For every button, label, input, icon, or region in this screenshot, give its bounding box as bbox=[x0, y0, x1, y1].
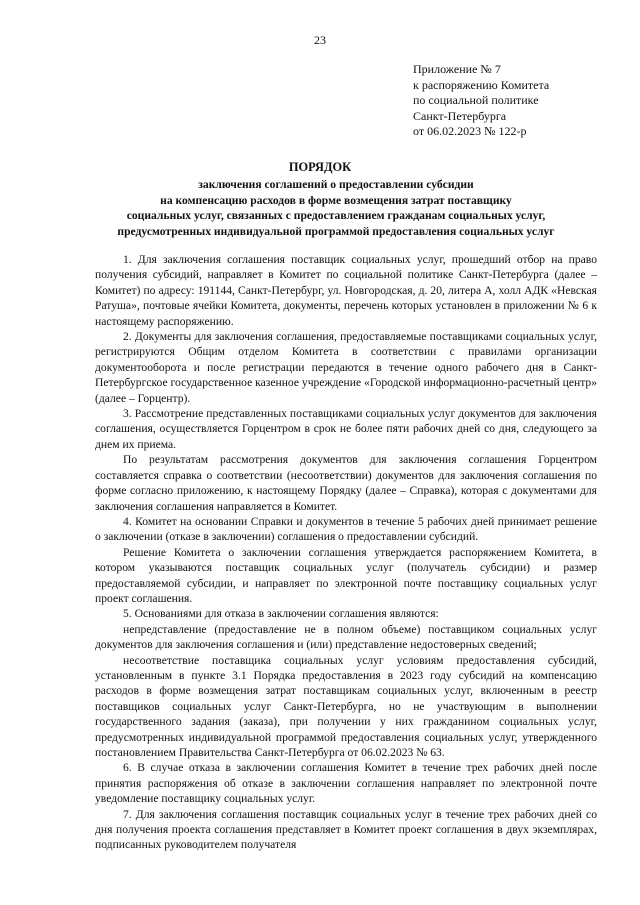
paragraph: непредставление (предоставление не в полном объеме) поставщиком социальных услуг документов для заключения соглашения и (или) представление недостоверных сведений; bbox=[95, 622, 597, 652]
appendix-line: от 06.02.2023 № 122-р bbox=[413, 124, 527, 139]
paragraph: По результатам рассмотрения документов для заключения соглашения Горцентром составляется справка о соответствии (несоответствии) документов для заключения соглашения по форме согласно приложению, к настоящему Порядку (далее – Справка), которая с документами для заключения соглашения направляется в Комитет. bbox=[95, 453, 597, 513]
appendix-line: Приложение № 7 bbox=[413, 62, 501, 76]
appendix-line: Санкт-Петербурга bbox=[413, 108, 507, 123]
paragraph: 1. Для заключения соглашения поставщик социальных услуг, прошедший отбор на право получения субсидий, направляет в Комитет по социальной политике Санкт-Петербурга (далее – Комитет) по адресу: 191144, Санкт-Петербург, ул. Новгородская, д. 20, литера А, холл АДК «Невская Ратуша», почтовые ячейки Комитета, документы, перечень которых установлен в приложении № 6 к настоящему распоряжению. bbox=[95, 253, 597, 328]
appendix-line: к распоряжению Комитета bbox=[413, 77, 550, 92]
appendix-block bbox=[413, 62, 549, 140]
paragraph: 4. Комитет на основании Справки и документов в течение 5 рабочих дней принимает решение о заключении (отказе в заключении) соглашения о предоставлении субсидий. bbox=[95, 514, 597, 544]
paragraph: 5. Основаниями для отказа в заключении соглашения являются: bbox=[123, 607, 439, 621]
paragraph: Решение Комитета о заключении соглашения утверждается распоряжением Комитета, в котором указываются поставщик социальных услуг (получатель субсидии) и размер предоставляемой субсидии, и направляет по электронной почте поставщику социальных услуг проект соглашения. bbox=[95, 545, 597, 605]
paragraph: несоответствие поставщика социальных услуг условиям предоставления субсидий, установленным в пункте 3.1 Порядка предоставления в 2023 году субсидий на компенсацию расходов в форме возмещения затрат поставщикам социальных услуг, включенным в реестр поставщиков социальных услуг Санкт-Петербурга, но не участвующим в выполнении государственного задания (заказа), при получении у них гражданином социальных услуг, предусмотренных индивидуальной программой предоставления социальных услуг, утвержденного постановлением Правительства Санкт-Петербурга от 06.02.2023 № 63. bbox=[95, 653, 597, 759]
document-body bbox=[95, 252, 597, 853]
subtitle-line: социальных услуг, связанных с предоставлением гражданам социальных услуг, bbox=[126, 209, 546, 222]
paragraph: 3. Рассмотрение представленных поставщиками социальных услуг документов для заключения соглашения, осуществляется Горцентром в срок не более пяти рабочих дней со дня, следующего за днем их приема. bbox=[95, 407, 597, 451]
document-title: ПОРЯДОК bbox=[288, 160, 352, 174]
appendix-line: по социальной политике bbox=[413, 93, 539, 108]
subtitle-line: заключения соглашений о предоставлении субсидии bbox=[198, 178, 474, 191]
document-subtitle bbox=[76, 177, 596, 239]
subtitle-line: на компенсацию расходов в форме возмещения затрат поставщику bbox=[160, 193, 512, 207]
page-number: 23 bbox=[314, 33, 326, 47]
paragraph: 7. Для заключения соглашения поставщик социальных услуг в течение трех рабочих дней со дня получения проекта соглашения представляет в Комитет проект соглашения в двух экземплярах, подписанных руководителем получателя bbox=[95, 807, 597, 852]
paragraph: 6. В случае отказа в заключении соглашения Комитет в течение трех рабочих дней после принятия распоряжения об отказе в заключении соглашения направляет по электронной почте уведомление поставщику социальных услуг. bbox=[95, 761, 597, 806]
paragraph: 2. Документы для заключения соглашения, предоставляемые поставщиками социальных услуг, регистрируются Общим отделом Комитета в соответствии с правилами организации документооборота и после регистрации передаются в течение одного рабочего дня в Санкт-Петербургское государственное казенное учреждение «Городской информационно-расчетный центр» (далее – Горцентр). bbox=[95, 330, 597, 405]
subtitle-line: предусмотренных индивидуальной программой предоставления социальных услуг bbox=[117, 224, 555, 238]
